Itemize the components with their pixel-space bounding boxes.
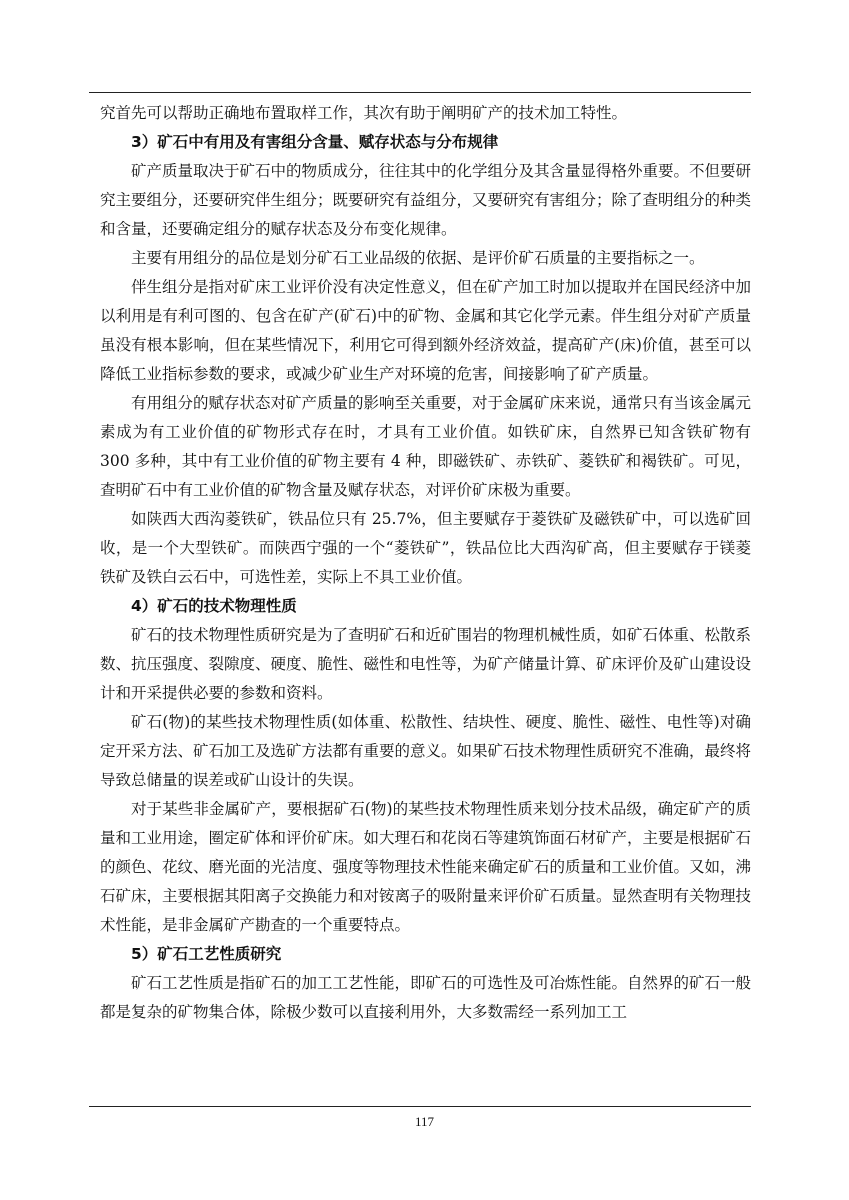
section-heading-3: 3）矿石中有用及有害组分含量、赋存状态与分布规律	[131, 133, 499, 151]
paragraph: 矿石(物)的某些技术物理性质(如体重、松散性、结块性、硬度、脆性、磁性、电性等)对确定开采方法、矿石加工及选矿方法都有重要的意义。如果矿石技术物理性质研究不准确，最终将导致总储量的误差或矿山设计的失误。	[100, 713, 752, 789]
paragraph: 对于某些非金属矿产，要根据矿石(物)的某些技术物理性质来划分技术品级，确定矿产的质量和工业用途，圈定矿体和评价矿床。如大理石和花岗石等建筑饰面石材矿产，主要是根据矿石的颜色、花纹、磨光面的光洁度、强度等物理技术性能来确定矿石的质量和工业价值。又如，沸石矿床，主要根据其阳离子交换能力和对铵离子的吸附量来评价矿石质量。显然查明有关物理技术性能，是非金属矿产勘查的一个重要特点。	[100, 800, 752, 934]
paragraph: 伴生组分是指对矿床工业评价没有决定性意义，但在矿产加工时加以提取并在国民经济中加以利用是有利可图的、包含在矿产(矿石)中的矿物、金属和其它化学元素。伴生组分对矿产质量虽没有根本影响，但在某些情况下，利用它可得到额外经济效益，提高矿产(床)价值，甚至可以降低工业指标参数的要求，或减少矿业生产对环境的危害，间接影响了矿产质量。	[100, 278, 752, 383]
paragraph: 矿石的技术物理性质研究是为了查明矿石和近矿围岩的物理机械性质，如矿石体重、松散系数、抗压强度、裂隙度、硬度、脆性、磁性和电性等，为矿产储量计算、矿床评价及矿山建设设计和开采提供必要的参数和资料。	[100, 626, 752, 702]
paragraph: 有用组分的赋存状态对矿产质量的影响至关重要，对于金属矿床来说，通常只有当该金属元素成为有工业价值的矿物形式存在时，才具有工业价值。如铁矿床，自然界已知含铁矿物有 300 多种，其中有工业价值的矿物主要有 4 种，即磁铁矿、赤铁矿、菱铁矿和褐铁矿。可见，查明矿石中有工业价值的矿物含量及赋存状态，对评价矿床极为重要。	[100, 394, 752, 499]
paragraph: 矿石工艺性质是指矿石的加工工艺性能，即矿石的可选性及可冶炼性能。自然界的矿石一般都是复杂的矿物集合体，除极少数可以直接利用外，大多数需经一系列加工工	[100, 974, 752, 1021]
paragraph: 主要有用组分的品位是划分矿石工业品级的依据、是评价矿石质量的主要指标之一。	[131, 249, 705, 267]
paragraph-continuation: 究首先可以帮助正确地布置取样工作，其次有助于阐明矿产的技术加工特性。	[100, 104, 628, 122]
paragraph: 矿产质量取决于矿石中的物质成分，往往其中的化学组分及其含量显得格外重要。不但要研究主要组分，还要研究伴生组分；既要研究有益组分，又要研究有害组分；除了查明组分的种类和含量，还要确定组分的赋存状态及分布变化规律。	[100, 162, 752, 238]
section-heading-5: 5）矿石工艺性质研究	[131, 945, 282, 963]
paragraph: 如陕西大西沟菱铁矿，铁品位只有 25.7%，但主要赋存于菱铁矿及磁铁矿中，可以选矿回收，是一个大型铁矿。而陕西宁强的一个“菱铁矿”，铁品位比大西沟矿高，但主要赋存于镁菱铁矿及铁白云石中，可选性差，实际上不具工业价值。	[100, 510, 751, 586]
header-rule	[89, 92, 751, 93]
footer-rule	[89, 1106, 751, 1107]
page-body	[100, 99, 751, 1027]
section-heading-4: 4）矿石的技术物理性质	[131, 597, 297, 615]
page-number: 117	[414, 1114, 435, 1129]
